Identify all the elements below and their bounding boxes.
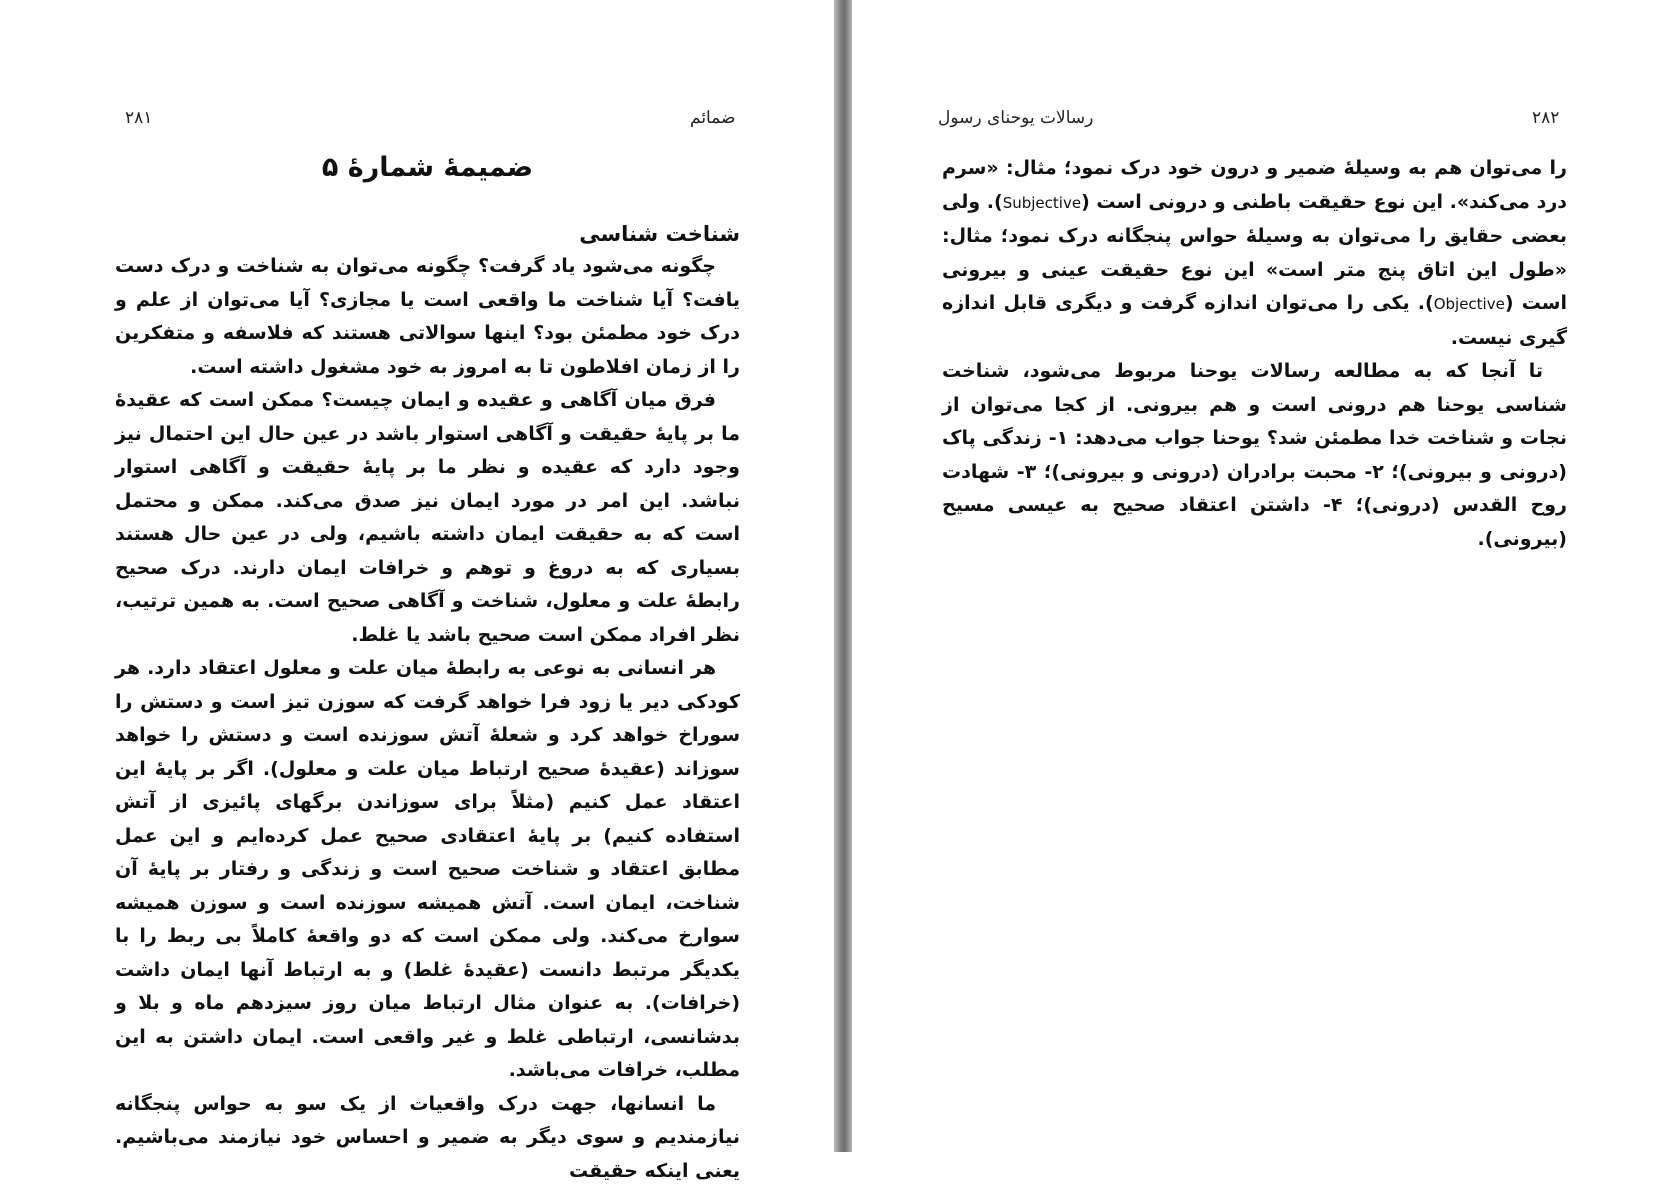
body-text [942, 152, 1567, 556]
paragraph-text: را می‌توان هم به وسیلۀ ضمیر و درون خود درک نمود؛ مثال: «سرم درد می‌کند». این نوع حقیقت باطنی و درونی است ( [942, 157, 1567, 213]
section-heading: شناخت شناسی [115, 222, 740, 246]
appendix-title: ضمیمۀ شمارۀ ۵ [115, 152, 740, 183]
right-page [852, 0, 1678, 1152]
latin-term: Subjective [1003, 194, 1081, 212]
paragraph: تا آنجا که به مطالعه رسالات یوحنا مربوط می‌شود، شناخت شناسی یوحنا هم درونی است و هم بیرونی. از کجا می‌توان از نجات و شناخت خدا مطمئن شد؟ یوحنا جواب می‌دهد: ۱- زندگی پاک (درونی و بیرونی)؛ ۲- محبت برادران (درونی و بیرونی)؛ ۳- شهادت روح القدس (درونی)؛ ۴- داشتن اعتقاد صحیح به عیسی مسیح (بیرونی). [942, 355, 1567, 556]
latin-term: Objective [1434, 295, 1505, 313]
body-text [115, 250, 740, 1188]
page-number: ۲۸۲ [1532, 108, 1559, 128]
paragraph [942, 152, 1567, 355]
book-gutter [834, 0, 852, 1152]
paragraph: فرق میان آگاهی و عقیده و ایمان چیست؟ ممکن است که عقیدۀ ما بر پایۀ حقیقت و آگاهی استوار باشد در عین حال این احتمال نیز وجود دارد که عقیده و نظر ما بر پایۀ حقیقت و آگاهی استوار نباشد. این امر در مورد ایمان نیز صدق می‌کند. ممکن و محتمل است که به حقیقت ایمان داشته باشیم، ولی در عین حال هستند بسیاری که به دروغ و توهم و خرافات ایمان دارند. درک صحیح رابطۀ علت و معلول، شناخت و آگاهی صحیح است. به همین ترتیب، نظر افراد ممکن است صحیح باشد یا غلط. [115, 384, 740, 652]
running-title: ضمائم [690, 108, 736, 128]
page-number: ۲۸۱ [125, 108, 152, 128]
paragraph: ما انسانها، جهت درک واقعیات از یک سو به حواس پنجگانه نیازمندیم و سوی دیگر به ضمیر و احساس خود نیازمند می‌باشیم. یعنی اینکه حقیقت [115, 1088, 740, 1188]
paragraph: چگونه می‌شود یاد گرفت؟ چگونه می‌توان به شناخت و درک دست یافت؟ آیا شناخت ما واقعی است یا مجازی؟ آیا می‌توان از علم و درک خود مطمئن بود؟ اینها سوالاتی هستند که فلاسفه و متفکرین را از زمان افلاطون تا به امروز به خود مشغول داشته است. [115, 250, 740, 384]
paragraph-text: ). یکی را می‌توان اندازه گرفت و دیگری قابل اندازه گیری نیست. [942, 292, 1567, 349]
left-page [0, 0, 834, 1152]
paragraph-text: ). ولی بعضی حقایق را می‌توان به وسیلۀ حواس پنجگانه درک نمود؛ مثال: «طول این اتاق پنج متر است» این نوع حقیقت عینی و بیرونی است ( [942, 191, 1567, 315]
running-title: رسالات یوحنای رسول [938, 108, 1093, 128]
paragraph: هر انسانی به نوعی به رابطۀ میان علت و معلول اعتقاد دارد. هر کودکی دیر یا زود فرا خواهد گرفت که سوزن تیز است و دستش را سوراخ خواهد کرد و شعلۀ آتش سوزنده است و دستش را خواهد سوزاند (عقیدۀ صحیح ارتباط میان علت و معلول). اگر بر پایۀ این اعتقاد عمل کنیم (مثلاً برای سوزاندن برگهای پائیزی از آتش استفاده کنیم) بر پایۀ اعتقادی صحیح عمل کرده‌ایم و این عمل مطابق اعتقاد و شناخت صحیح است و زندگی و رفتار بر پایۀ آن شناخت، ایمان است. آتش همیشه سوزنده است و سوزن همیشه سوارخ می‌کند. ولی ممکن است که دو واقعۀ کاملاً بی ربط را با یکدیگر مرتبط دانست (عقیدۀ غلط) و به ارتباط آنها ایمان داشت (خرافات). به عنوان مثال ارتباط میان روز سیزدهم ماه و بلا و بدشانسی، ارتباطی غلط و غیر واقعی است. ایمان داشتن به این مطلب، خرافات می‌باشد. [115, 652, 740, 1088]
